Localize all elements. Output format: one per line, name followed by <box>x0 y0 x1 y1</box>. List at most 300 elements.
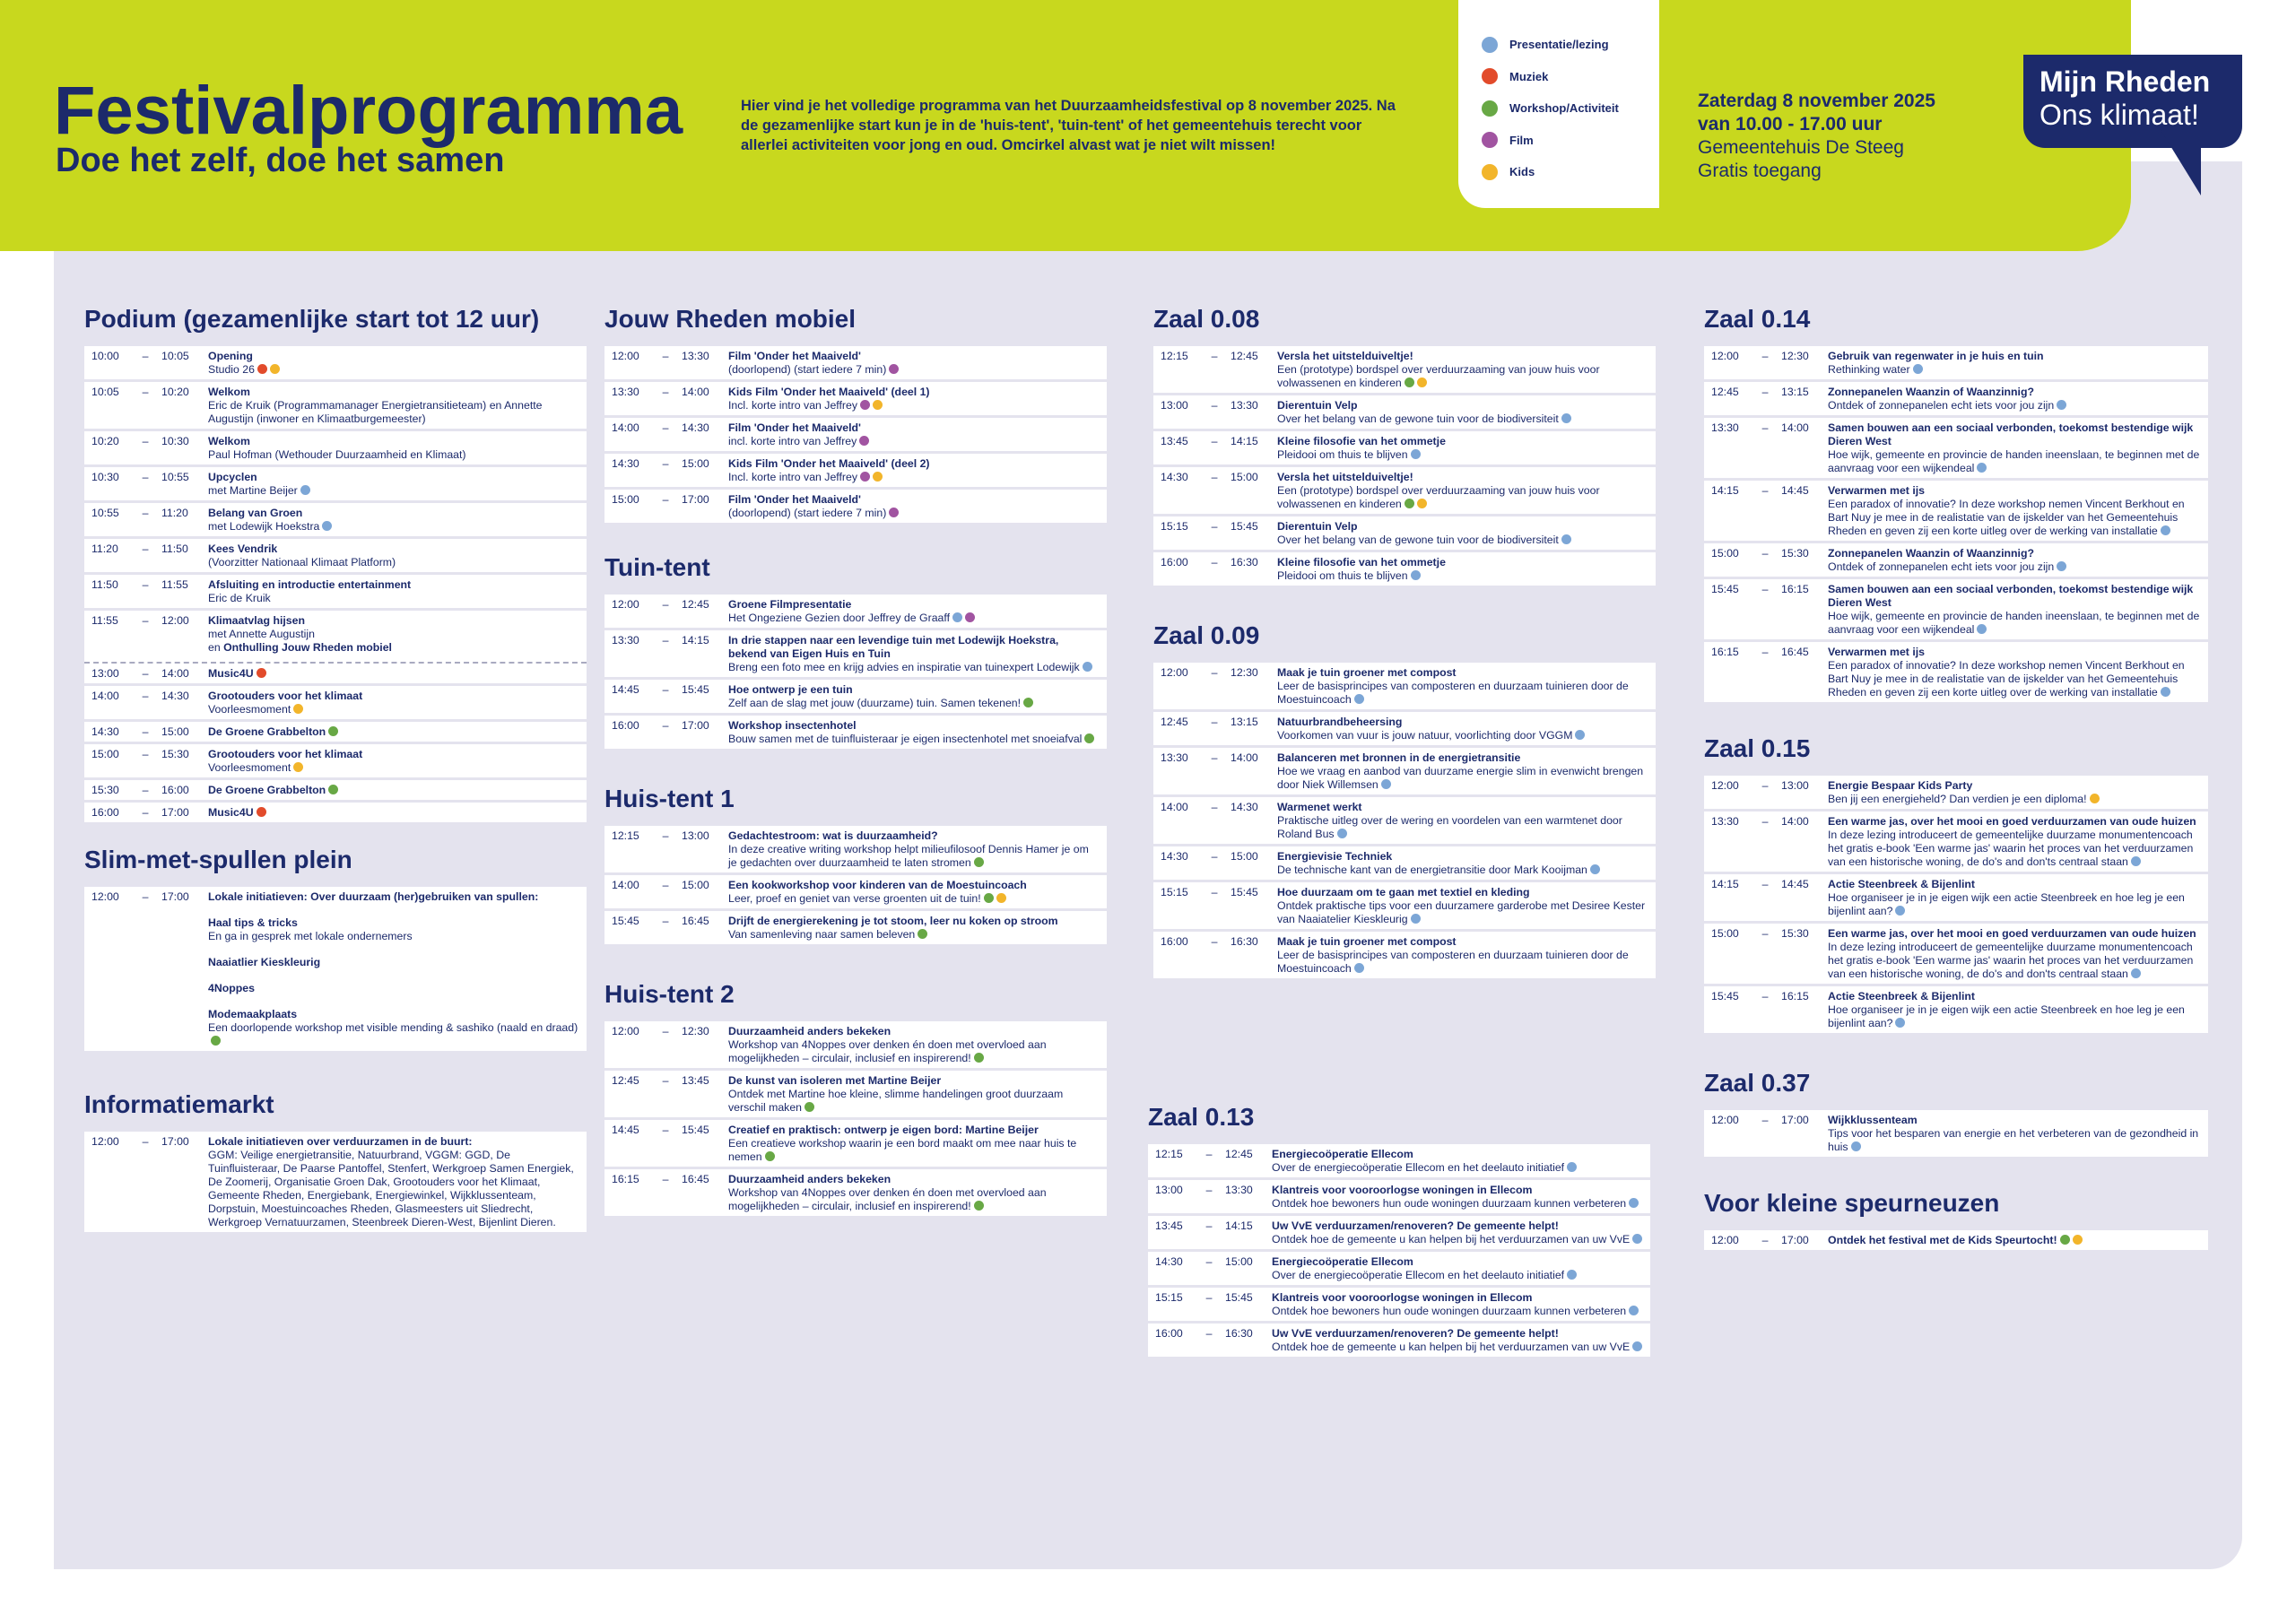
slim-schedule <box>84 887 587 1051</box>
presentatie-dot-icon <box>1895 1018 1905 1028</box>
presentatie-dot-icon <box>2161 525 2170 535</box>
kids-dot-icon <box>2073 1235 2083 1245</box>
dash: – <box>1761 547 1769 560</box>
entry-desc-text: Een (prototype) bordspel over verduurzaaming van jouw huis voor volwassenen en kinderen <box>1277 484 1600 510</box>
start-time: 14:30 <box>1161 850 1188 863</box>
table-row <box>1704 418 2208 481</box>
entry-desc <box>728 507 1100 520</box>
entry-title: Uw VvE verduurzamen/renoveren? De gemeente helpt! <box>1272 1219 1559 1232</box>
entry-desc <box>728 1038 1100 1065</box>
entry-title: Balanceren met bronnen in de energietransitie <box>1277 751 1521 764</box>
presentatie-dot-icon <box>1895 906 1905 916</box>
entry-desc-text: Een paradox of innovatie? In deze workshop nemen Vincent Berkhout en Bart Nuy je mee in de realistatie van de ijskelder van het Gemeentehuis Rheden en geven zij een korte uitleg over de werking van installatie <box>1828 659 2185 699</box>
kids-dot-icon <box>1482 164 1498 180</box>
entry-body <box>1277 520 1648 547</box>
dash: – <box>142 784 149 796</box>
end-time: 17:00 <box>682 493 709 506</box>
start-time: 12:15 <box>1155 1148 1183 1160</box>
dash: – <box>142 386 149 398</box>
entry-body <box>1277 350 1648 390</box>
entry-title: Maak je tuin groener met compost <box>1277 935 1457 948</box>
presentatie-dot-icon <box>1567 1162 1577 1172</box>
entry-desc-text: Ontdek met Martine hoe kleine, slimme handelingen groot duurzaam verschil maken <box>728 1088 1064 1114</box>
table-row <box>1704 812 2208 874</box>
workshop-dot-icon <box>974 857 984 867</box>
entry-title: Kids Film 'Onder het Maaiveld' (deel 1) <box>728 386 930 398</box>
entry-desc <box>1272 1197 1643 1211</box>
entry-title: Versla het uitstelduiveltje! <box>1277 350 1413 362</box>
entry-desc <box>1828 399 2201 412</box>
entry-body <box>208 890 579 1048</box>
entry-desc <box>1828 659 2201 699</box>
entry-desc-text: Pleidooi om thuis te blijven <box>1277 569 1408 582</box>
entry-desc <box>208 363 579 377</box>
start-time: 14:15 <box>1711 484 1739 497</box>
table-row <box>84 686 587 722</box>
end-time: 14:45 <box>1781 484 1809 497</box>
muziek-dot-icon <box>257 364 267 374</box>
dash: – <box>1761 484 1769 497</box>
end-time: 14:15 <box>1231 435 1258 447</box>
start-time: 12:00 <box>1711 350 1739 362</box>
dash: – <box>1205 1219 1213 1232</box>
end-time: 16:30 <box>1231 556 1258 568</box>
entry-body <box>728 1025 1100 1065</box>
end-time: 15:00 <box>1225 1255 1253 1268</box>
entry-desc <box>208 484 579 498</box>
event-time: van 10.00 - 17.00 uur <box>1698 114 1883 135</box>
legend-item-workshop <box>1482 92 1659 125</box>
entry-desc-text: Ontdek of zonnepanelen echt iets voor jou zijn <box>1828 560 2055 573</box>
entry-desc-prefix: en <box>208 641 224 654</box>
entry-desc-text: met Lodewijk Hoekstra <box>208 520 320 533</box>
entry-desc-text: Praktische uitleg over de wering en voordelen van een warmtenet door Roland Bus <box>1277 814 1622 840</box>
dash: – <box>1211 801 1218 813</box>
entry-title: Warmenet werkt <box>1277 801 1362 813</box>
workshop-dot-icon <box>1482 100 1498 117</box>
entry-desc <box>1277 363 1648 390</box>
table-row <box>1153 748 1656 797</box>
entry-desc <box>728 928 1100 942</box>
entry-desc <box>1277 814 1648 841</box>
table-row <box>1153 346 1656 395</box>
start-time: 14:15 <box>1711 878 1739 890</box>
start-time: 12:00 <box>1161 666 1188 679</box>
entry-desc-text: Pleidooi om thuis te blijven <box>1277 448 1408 461</box>
dash: – <box>142 614 149 627</box>
start-time: 15:00 <box>91 748 119 760</box>
presentatie-dot-icon <box>1083 662 1092 672</box>
entry-desc <box>1277 569 1648 583</box>
start-time: 15:15 <box>1161 886 1188 898</box>
entry-title: Energiecoöperatie Ellecom <box>1272 1255 1413 1268</box>
legend-label: Presentatie/lezing <box>1509 38 1609 52</box>
entry-desc-text: Hoe wijk, gemeente en provincie de handen ineenslaan, te beginnen met de aanvraag voor een wijkendeal <box>1828 448 2200 474</box>
entry-title: Zonnepanelen Waanzin of Waanzinnig? <box>1828 386 2034 398</box>
end-time: 14:00 <box>682 386 709 398</box>
entry-desc <box>1828 793 2201 806</box>
dash: – <box>1761 1114 1769 1126</box>
presentatie-dot-icon <box>1411 449 1421 459</box>
end-time: 12:45 <box>1231 350 1258 362</box>
entry-body <box>1277 471 1648 511</box>
table-row <box>604 680 1107 716</box>
end-time: 15:30 <box>1781 927 1809 940</box>
speurneuzen-title: Voor kleine speurneuzen <box>1704 1189 2000 1217</box>
film-dot-icon <box>1482 132 1498 148</box>
entry-title: Actie Steenbreek & Bijenlint <box>1828 878 1976 890</box>
table-row <box>84 503 587 539</box>
zaal037-title: Zaal 0.37 <box>1704 1069 1811 1097</box>
podium-title: Podium (gezamenlijke start tot 12 uur) <box>84 305 540 333</box>
entry-desc-text: Hoe organiseer je in je eigen wijk een actie Steenbreek en hoe leg je een bijenlint aan? <box>1828 1003 2185 1029</box>
logo-line-1: Mijn Rheden <box>2039 65 2211 98</box>
table-row <box>1153 395 1656 431</box>
end-time: 14:30 <box>161 690 189 702</box>
entry-title: Lokale initiatieven: Over duurzaam (her)gebruiken van spullen: <box>208 890 539 903</box>
entry-body <box>1828 547 2201 574</box>
entry-desc-text: Studio 26 <box>208 363 255 376</box>
start-time: 12:00 <box>91 890 119 903</box>
entry-title: Kees Vendrik <box>208 542 278 555</box>
end-time: 16:15 <box>1781 583 1809 595</box>
zaal037-schedule <box>1704 1110 2208 1157</box>
end-time: 16:30 <box>1231 935 1258 948</box>
dash: – <box>662 386 669 398</box>
entry-desc-text: Workshop van 4Noppes over denken én doen met overvloed aan mogelijkheden – circulair, inclusief en inspirerend! <box>728 1038 1047 1064</box>
table-row <box>1704 579 2208 642</box>
dash: – <box>1211 751 1218 764</box>
entry-desc-text: Eric de Kruik <box>208 592 271 604</box>
start-time: 15:45 <box>612 915 639 927</box>
start-time: 12:00 <box>1711 779 1739 792</box>
kids-dot-icon <box>293 704 303 714</box>
entry-body <box>1277 666 1648 707</box>
start-time: 15:00 <box>1711 927 1739 940</box>
entry-body <box>728 634 1100 674</box>
entry-body <box>1272 1255 1643 1282</box>
dash: – <box>142 507 149 519</box>
presentatie-dot-icon <box>1561 534 1571 544</box>
intro-text: Hier vind je het volledige programma van het Duurzaamheidsfestival op 8 november 2025. Na de gezamenlijke start kun je in de 'huis-tent', 'tuin-tent' of het gemeentehuis terecht voor allerlei activiteiten voor jong en oud. Omcirkel alvast wat je niet wilt missen! <box>741 98 1396 153</box>
entry-title: Duurzaamheid anders bekeken <box>728 1173 891 1185</box>
entry-title: Een warme jas, over het mooi en goed verduurzamen van oude huizen <box>1828 815 2196 828</box>
table-row <box>604 346 1107 382</box>
table-row <box>1704 924 2208 986</box>
entry-desc-2 <box>208 641 579 655</box>
end-time: 10:55 <box>161 471 189 483</box>
entry-title-line <box>1828 1234 2201 1247</box>
end-time: 13:45 <box>682 1074 709 1087</box>
dash: – <box>662 915 669 927</box>
table-row <box>84 611 587 664</box>
start-time: 15:45 <box>1711 990 1739 1002</box>
entry-title: Actie Steenbreek & Bijenlint <box>1828 990 1976 1002</box>
end-time: 17:00 <box>682 719 709 732</box>
end-time: 10:05 <box>161 350 189 362</box>
table-row <box>604 1169 1107 1216</box>
entry-desc <box>208 520 579 534</box>
table-row <box>1704 543 2208 579</box>
workshop-dot-icon <box>1084 733 1094 743</box>
entry-title-line <box>208 806 579 820</box>
entry-desc <box>208 556 579 569</box>
table-row <box>1704 874 2208 924</box>
end-time: 13:15 <box>1231 716 1258 728</box>
table-row <box>84 780 587 803</box>
event-price: Gratis toegang <box>1698 161 1822 181</box>
table-row <box>1704 481 2208 543</box>
start-time: 13:30 <box>612 386 639 398</box>
table-row <box>604 1120 1107 1169</box>
workshop-dot-icon <box>804 1102 814 1112</box>
legend-label: Kids <box>1509 165 1535 179</box>
table-row <box>1153 882 1656 932</box>
entry-title: De Groene Grabbelton <box>208 784 326 796</box>
entry-desc <box>208 592 579 605</box>
table-row <box>84 744 587 780</box>
entry-body <box>208 806 579 820</box>
start-time: 12:00 <box>612 598 639 611</box>
entry-title: Een warme jas, over het mooi en goed verduurzamen van oude huizen <box>1828 927 2196 940</box>
entry-title: In drie stappen naar een levendige tuin met Lodewijk Hoekstra, bekend van Eigen Huis en Tuin <box>728 634 1059 660</box>
entry-desc-text: Breng een foto mee en krijg advies en inspiratie van tuinexpert Lodewijk <box>728 661 1080 673</box>
zaal008-title: Zaal 0.08 <box>1153 305 1260 333</box>
dash: – <box>1211 435 1218 447</box>
entry-desc-text: Over het belang van de gewone tuin voor de biodiversiteit <box>1277 534 1559 546</box>
start-time: 15:30 <box>91 784 119 796</box>
entry-desc <box>1828 498 2201 538</box>
entry-body <box>728 683 1100 710</box>
entry-desc <box>1828 448 2201 475</box>
start-time: 10:30 <box>91 471 119 483</box>
entry-title-line <box>208 784 579 797</box>
dash: – <box>1211 399 1218 412</box>
muziek-dot-icon <box>1482 68 1498 84</box>
entry-desc <box>208 399 579 426</box>
table-row <box>1153 431 1656 467</box>
start-time: 13:30 <box>1711 421 1739 434</box>
end-time: 16:45 <box>682 1173 709 1185</box>
end-time: 11:55 <box>161 578 188 591</box>
end-time: 13:30 <box>682 350 709 362</box>
entry-title: Music4U <box>208 667 254 680</box>
end-time: 15:45 <box>682 1124 709 1136</box>
huistent2-schedule <box>604 1021 1107 1216</box>
start-time: 14:00 <box>612 421 639 434</box>
entry-title: Klimaatvlag hijsen <box>208 614 305 627</box>
entry-title: Uw VvE verduurzamen/renoveren? De gemeente helpt! <box>1272 1327 1559 1340</box>
entry-body <box>728 879 1100 906</box>
entry-body <box>1272 1219 1643 1246</box>
entry-title: Wijkklussenteam <box>1828 1114 1918 1126</box>
entry-desc-text: Ontdek hoe bewoners hun oude woningen duurzaam kunnen verbeteren <box>1272 1197 1627 1210</box>
end-time: 14:15 <box>1225 1219 1253 1232</box>
dash: – <box>662 634 669 647</box>
table-row <box>84 803 587 822</box>
event-location: Gemeentehuis De Steeg <box>1698 137 1904 158</box>
table-row <box>84 664 587 686</box>
entry-title: Afsluiting en introductie entertainment <box>208 578 412 591</box>
table-row <box>1704 382 2208 418</box>
entry-body <box>728 719 1100 746</box>
table-row <box>604 1071 1107 1120</box>
presentatie-dot-icon <box>1977 624 1987 634</box>
column-4 <box>1704 305 2208 1250</box>
table-row <box>1704 346 2208 382</box>
entry-body <box>1277 751 1648 792</box>
legend-item-kids <box>1482 156 1659 188</box>
zaal009-schedule <box>1153 663 1656 978</box>
dash: – <box>1205 1184 1213 1196</box>
entry-desc: GGM: Veilige energietransitie, Natuurbrand, VGGM: GGD, De Tuinfluisteraar, De Paarse Pantoffel, Stenfert, Werkgroep Samen Energiek, De Zoomerij, Organisatie Groen Dak, Grootouders voor het Klimaat, Gemeente Rheden, Energiebank, Energiewinkel, Wijkklussenteam, Dorpstuin, Moestuincoaches Rheden, Glasmeesters uit Sliedrecht, Werkgroep Vernatuurzamen, Steenbreek Dieren-West, Bijenlint Dieren. <box>208 1149 574 1228</box>
start-time: 14:30 <box>612 457 639 470</box>
entry-desc-text: Een creatieve workshop waarin je een bord maakt om mee naar huis te nemen <box>728 1137 1077 1163</box>
entry-desc-text: Ontdek praktische tips voor een duurzamere garderobe met Desiree Kester van Naaiatelier Kieskleurig <box>1277 899 1646 925</box>
workshop-dot-icon <box>1023 698 1033 707</box>
table-row <box>604 382 1107 418</box>
end-time: 15:00 <box>682 457 709 470</box>
start-time: 11:50 <box>91 578 118 591</box>
entry-desc <box>1277 680 1648 707</box>
start-time: 12:00 <box>612 350 639 362</box>
workshop-dot-icon <box>765 1151 775 1161</box>
column-2 <box>604 305 1107 1216</box>
entry-desc-text: Tips voor het besparen van energie en het verbeteren van de gezondheid in huis <box>1828 1127 2199 1153</box>
entry-title: Dierentuin Velp <box>1277 520 1358 533</box>
legend-label: Film <box>1509 133 1534 147</box>
entry-body <box>1828 815 2201 869</box>
entry-desc-text: met Martine Beijer <box>208 484 298 497</box>
entry-body <box>1828 927 2201 981</box>
entry-body <box>1828 484 2201 538</box>
presentatie-dot-icon <box>1575 730 1585 740</box>
end-time: 17:00 <box>161 806 189 819</box>
dash: – <box>142 578 149 591</box>
dash: – <box>142 806 149 819</box>
entry-desc <box>728 697 1100 710</box>
presentatie-dot-icon <box>1381 779 1391 789</box>
start-time: 13:30 <box>1161 751 1188 764</box>
entry-title: Creatief en praktisch: ontwerp je eigen bord: Martine Beijer <box>728 1124 1039 1136</box>
column-3 <box>1153 305 1656 978</box>
dash: – <box>662 421 669 434</box>
start-time: 13:45 <box>1155 1219 1183 1232</box>
dash: – <box>142 690 149 702</box>
entry-title: Energievisie Techniek <box>1277 850 1393 863</box>
entry-title: Opening <box>208 350 253 362</box>
page-subtitle: Doe het zelf, doe het samen <box>56 142 505 179</box>
end-time: 13:30 <box>1225 1184 1253 1196</box>
sub-item <box>208 956 579 969</box>
kids-dot-icon <box>996 893 1006 903</box>
entry-title: Grootouders voor het klimaat <box>208 690 363 702</box>
workshop-dot-icon <box>984 893 994 903</box>
workshop-dot-icon <box>328 726 338 736</box>
sub-item-desc <box>208 1021 579 1048</box>
end-time: 14:45 <box>1781 878 1809 890</box>
workshop-dot-icon <box>974 1053 984 1063</box>
dash: – <box>662 829 669 842</box>
end-time: 11:20 <box>161 507 188 519</box>
end-time: 16:45 <box>1781 646 1809 658</box>
start-time: 13:00 <box>91 667 119 680</box>
table-row <box>84 539 587 575</box>
entry-desc-text: In deze lezing introduceert de gemeentelijke duurzame monumentencoach het gratis e-book 'Een warme jas' waarin het proces van het verduurzamen van een historische woning, de do's and don'ts centraal staan <box>1828 829 2194 868</box>
dash: – <box>1761 583 1769 595</box>
end-time: 11:50 <box>161 542 188 555</box>
start-time: 14:30 <box>1155 1255 1183 1268</box>
entry-title: Samen bouwen aan een sociaal verbonden, toekomst bestendige wijk Dieren West <box>1828 583 2194 609</box>
entry-title: Workshop insectenhotel <box>728 719 857 732</box>
end-time: 12:45 <box>1225 1148 1253 1160</box>
entry-desc <box>1828 363 2201 377</box>
entry-desc <box>728 1186 1100 1213</box>
dash: – <box>1761 386 1769 398</box>
dash: – <box>662 1025 669 1037</box>
end-time: 15:45 <box>1231 520 1258 533</box>
table-row <box>84 431 587 467</box>
entry-desc-text: De technische kant van de energietransitie door Mark Kooijman <box>1277 864 1587 876</box>
kids-dot-icon <box>873 472 883 482</box>
entry-title: Zonnepanelen Waanzin of Waanzinnig? <box>1828 547 2034 560</box>
table-row <box>604 454 1107 490</box>
entry-title: Klantreis voor vooroorlogse woningen in Ellecom <box>1272 1291 1533 1304</box>
legend-label: Muziek <box>1509 69 1549 83</box>
entry-body <box>208 1135 579 1229</box>
entry-title: Kleine filosofie van het ommetje <box>1277 556 1446 568</box>
slim-title: Slim-met-spullen plein <box>84 846 352 873</box>
kids-dot-icon <box>1417 378 1427 387</box>
entry-desc <box>728 435 1100 448</box>
mobiel-schedule <box>604 346 1107 523</box>
entry-desc <box>1277 412 1648 426</box>
entry-desc <box>208 448 579 462</box>
start-time: 14:00 <box>1161 801 1188 813</box>
entry-body <box>1277 716 1648 742</box>
entry-body <box>728 829 1100 870</box>
table-row <box>84 382 587 431</box>
table-row <box>1153 846 1656 882</box>
end-time: 17:00 <box>1781 1234 1809 1246</box>
entry-title: Upcyclen <box>208 471 257 483</box>
sub-item-title: Modemaakplaats <box>208 1008 298 1020</box>
entry-title: De kunst van isoleren met Martine Beijer <box>728 1074 942 1087</box>
workshop-dot-icon <box>1405 378 1414 387</box>
zaal014-title: Zaal 0.14 <box>1704 305 1811 333</box>
entry-body <box>1277 850 1648 877</box>
entry-title: Energie Bespaar Kids Party <box>1828 779 1973 792</box>
table-row <box>1148 1180 1650 1216</box>
entry-desc <box>1277 534 1648 547</box>
dash: – <box>1211 556 1218 568</box>
dash: – <box>1761 350 1769 362</box>
tuintent-schedule <box>604 595 1107 749</box>
dash: – <box>662 493 669 506</box>
table-row <box>1153 797 1656 846</box>
table-row <box>1153 467 1656 516</box>
entry-title: Maak je tuin groener met compost <box>1277 666 1457 679</box>
entry-desc-text: Het Ongeziene Gezien door Jeffrey de Graaff <box>728 612 950 624</box>
dash: – <box>662 1124 669 1136</box>
table-row <box>1148 1216 1650 1252</box>
start-time: 11:55 <box>91 614 118 627</box>
start-time: 13:45 <box>1161 435 1188 447</box>
start-time: 14:00 <box>91 690 119 702</box>
entry-title: Welkom <box>208 435 250 447</box>
table-row <box>1153 516 1656 552</box>
presentatie-dot-icon <box>1482 37 1498 53</box>
